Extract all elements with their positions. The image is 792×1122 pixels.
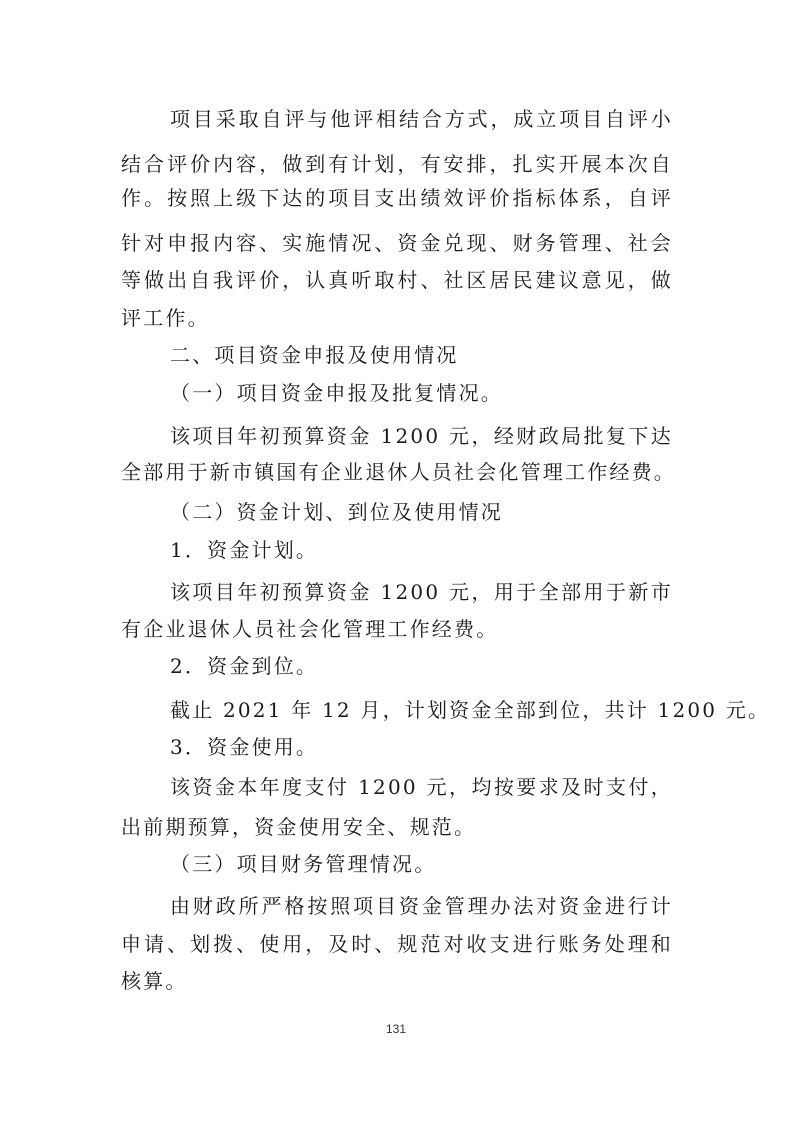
paragraph-line: 由财政所严格按照项目资金管理办法对资金进行计 [170,894,673,918]
paragraph-line: 该资金本年度支付 1200 元，均按要求及时支付， [170,775,673,799]
paragraph-line: 申请、划拨、使用，及时、规范对收支进行账务处理和 [121,932,673,956]
paragraph-line: 评工作。 [121,306,210,330]
subsection-heading: （一）项目资金申报及批复情况。 [170,381,503,405]
paragraph-line: 针对申报内容、实施情况、资金兑现、财务管理、社会 [121,231,673,255]
page-number: 131 [385,1022,407,1036]
paragraph-line: 项目采取自评与他评相结合方式，成立项目自评小 [170,107,673,131]
paragraph-line: 该项目年初预算资金 1200 元，用于全部用于新市 [170,580,673,604]
section-heading: 二、项目资金申报及使用情况 [170,343,459,367]
subsection-heading: （二）资金计划、到位及使用情况 [170,500,503,524]
paragraph-line: 该项目年初预算资金 1200 元，经财政局批复下达 [170,424,673,448]
item-heading: 2．资金到位。 [170,654,319,678]
paragraph-line: 作。按照上级下达的项目支出绩效评价指标体系，自评 [121,186,673,210]
paragraph-line: 出前期预算，资金使用安全、规范。 [121,815,477,839]
paragraph-line: 全部用于新市镇国有企业退休人员社会化管理工作经费。 [121,460,676,484]
item-heading: 1．资金计划。 [170,538,319,562]
paragraph-line: 核算。 [121,969,188,993]
subsection-heading: （三）项目财务管理情况。 [170,852,437,876]
paragraph-line: 截止 2021 年 12 月，计划资金全部到位，共计 1200 元。 [170,698,771,722]
paragraph-line: 等做出自我评价，认真听取村、社区居民建议意见，做 [121,268,673,292]
paragraph-line: 结合评价内容，做到有计划，有安排，扎实开展本次自 [121,152,673,176]
paragraph-line: 有企业退休人员社会化管理工作经费。 [121,617,499,641]
item-heading: 3．资金使用。 [170,735,319,759]
